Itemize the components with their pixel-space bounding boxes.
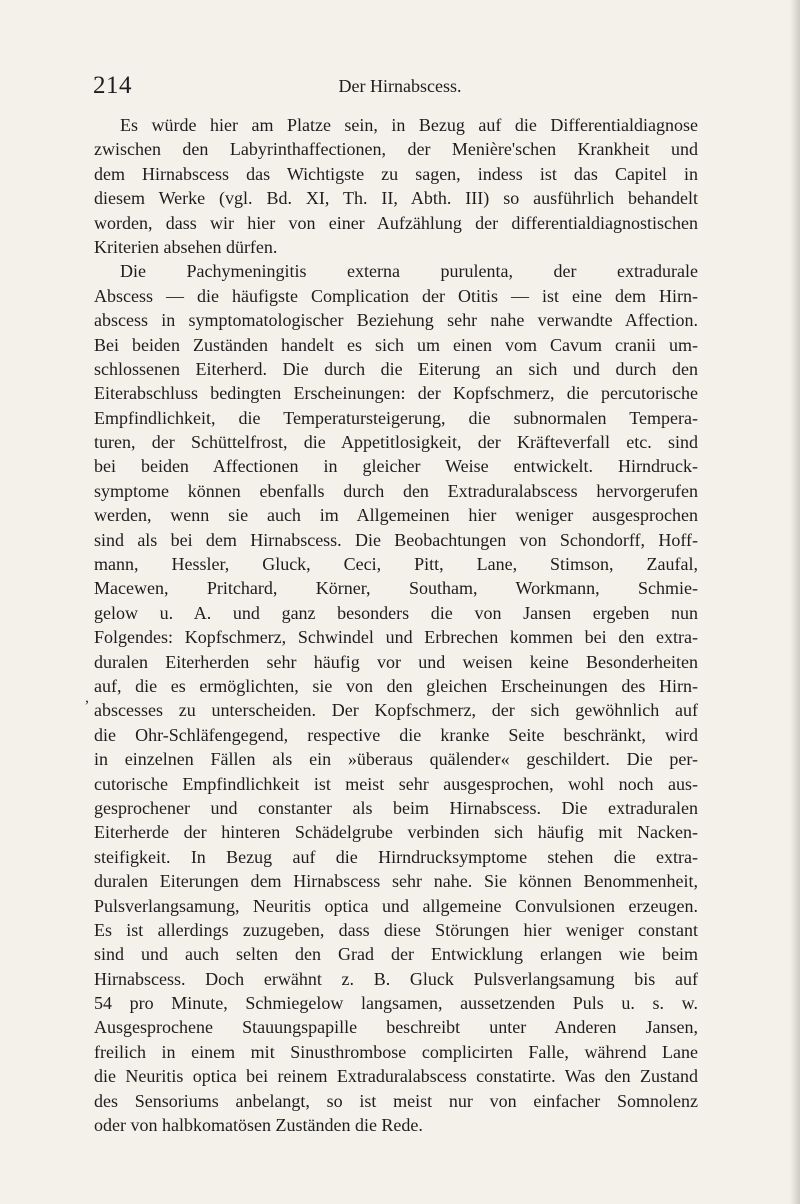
text-line: die Ohr-Schläfengegend, respective die kranke Seite beschränkt, wird: [94, 724, 698, 745]
text-line: Empfindlichkeit, die Temperatursteigerung, die subnormalen Tempera-: [94, 407, 698, 428]
text-line: duralen Eiterungen dem Hirnabscess sehr nahe. Sie können Benommenheit,: [94, 871, 698, 892]
text-line: Die Pachymeningitis externa purulenta, der extradurale: [120, 261, 698, 282]
text-line: zwischen den Labyrinthaffectionen, der Menière'schen Krankheit und: [94, 139, 698, 160]
text-line: gesprochener und constanter als beim Hirnabscess. Die extraduralen: [94, 797, 698, 818]
text-line: werden, wenn sie auch im Allgemeinen hier weniger ausgesprochen: [94, 505, 698, 526]
text-line: bei beiden Affectionen in gleicher Weise entwickelt. Hirndruck-: [94, 456, 698, 477]
text-line: duralen Eiterherden sehr häufig vor und weisen keine Besonderheiten: [94, 651, 698, 672]
text-line: diesem Werke (vgl. Bd. XI, Th. II, Abth. III) so ausführlich behandelt: [94, 188, 698, 209]
text-line: Pulsverlangsamung, Neuritis optica und allgemeine Convulsionen erzeugen.: [94, 895, 698, 916]
text-line: Bei beiden Zuständen handelt es sich um einen vom Cavum cranii um-: [94, 334, 698, 355]
text-line: freilich in einem mit Sinusthrombose complicirten Falle, während Lane: [94, 1041, 698, 1062]
text-line: Eiterherde der hinteren Schädelgrube verbinden sich häufig mit Nacken-: [94, 822, 698, 843]
text-line: steifigkeit. In Bezug auf die Hirndrucksymptome stehen die extra-: [94, 846, 698, 867]
text-line: Kriterien absehen dürfen.: [94, 236, 278, 257]
text-line: Hirnabscess. Doch erwähnt z. B. Gluck Pulsverlangsamung bis auf: [94, 968, 698, 989]
text-line: sind als bei dem Hirnabscess. Die Beobachtungen von Schondorff, Hoff-: [94, 529, 698, 550]
text-line: gelow u. A. und ganz besonders die von Jansen ergeben nun: [94, 602, 698, 623]
text-line: symptome können ebenfalls durch den Extraduralabscess hervorgerufen: [94, 480, 698, 501]
text-line: des Sensoriums anbelangt, so ist meist nur von einfacher Somnolenz: [94, 1090, 698, 1111]
text-line: Macewen, Pritchard, Körner, Southam, Workmann, Schmie-: [94, 578, 698, 599]
text-line: dem Hirnabscess das Wichtigste zu sagen, indess ist das Capitel in: [94, 163, 698, 184]
text-line: turen, der Schüttelfrost, die Appetitlosigkeit, der Kräfteverfall etc. sind: [94, 432, 698, 453]
body-text: [94, 113, 698, 1137]
text-line: Es würde hier am Platze sein, in Bezug auf die Differentialdiagnose: [120, 115, 698, 135]
text-line: auf, die es ermöglichten, sie von den gleichen Erscheinungen des Hirn-: [94, 675, 698, 696]
page-header: [0, 72, 800, 102]
text-line: Ausgesprochene Stauungspapille beschreibt unter Anderen Jansen,: [94, 1017, 698, 1038]
margin-mark: ,: [85, 689, 89, 706]
text-line: die Neuritis optica bei reinem Extraduralabscess constatirte. Was den Zustand: [94, 1066, 698, 1087]
text-line: oder von halbkomatösen Zuständen die Rede.: [94, 1115, 423, 1136]
page-number: 214: [93, 72, 132, 99]
text-line: Eiterabschluss bedingten Erscheinungen: der Kopfschmerz, die percutorische: [94, 383, 698, 404]
text-line: sind und auch selten den Grad der Entwicklung erlangen wie beim: [94, 944, 698, 965]
text-line: schlossenen Eiterherd. Die durch die Eiterung an sich und durch den: [94, 358, 698, 379]
text-line: Abscess — die häufigste Complication der Otitis — ist eine dem Hirn-: [94, 285, 698, 306]
text-line: cutorische Empfindlichkeit ist meist sehr ausgesprochen, wohl noch aus-: [94, 773, 698, 794]
page-edge-shadow: [790, 0, 800, 1204]
text-line: abscess in symptomatologischer Beziehung sehr nahe verwandte Affection.: [94, 310, 698, 331]
text-line: worden, dass wir hier von einer Aufzählung der differentialdiagnostischen: [94, 212, 698, 233]
text-line: Es ist allerdings zuzugeben, dass diese Störungen hier weniger constant: [94, 919, 698, 940]
running-title: Der Hirnabscess.: [338, 76, 462, 96]
text-line: Folgendes: Kopfschmerz, Schwindel und Erbrechen kommen bei den extra-: [94, 627, 698, 648]
text-line: abscesses zu unterscheiden. Der Kopfschmerz, der sich gewöhnlich auf: [94, 700, 698, 721]
text-line: in einzelnen Fällen als ein »überaus quälender« geschildert. Die per-: [94, 749, 698, 770]
text-line: 54 pro Minute, Schmiegelow langsamen, aussetzenden Puls u. s. w.: [94, 993, 698, 1014]
text-line: mann, Hessler, Gluck, Ceci, Pitt, Lane, Stimson, Zaufal,: [94, 554, 698, 575]
